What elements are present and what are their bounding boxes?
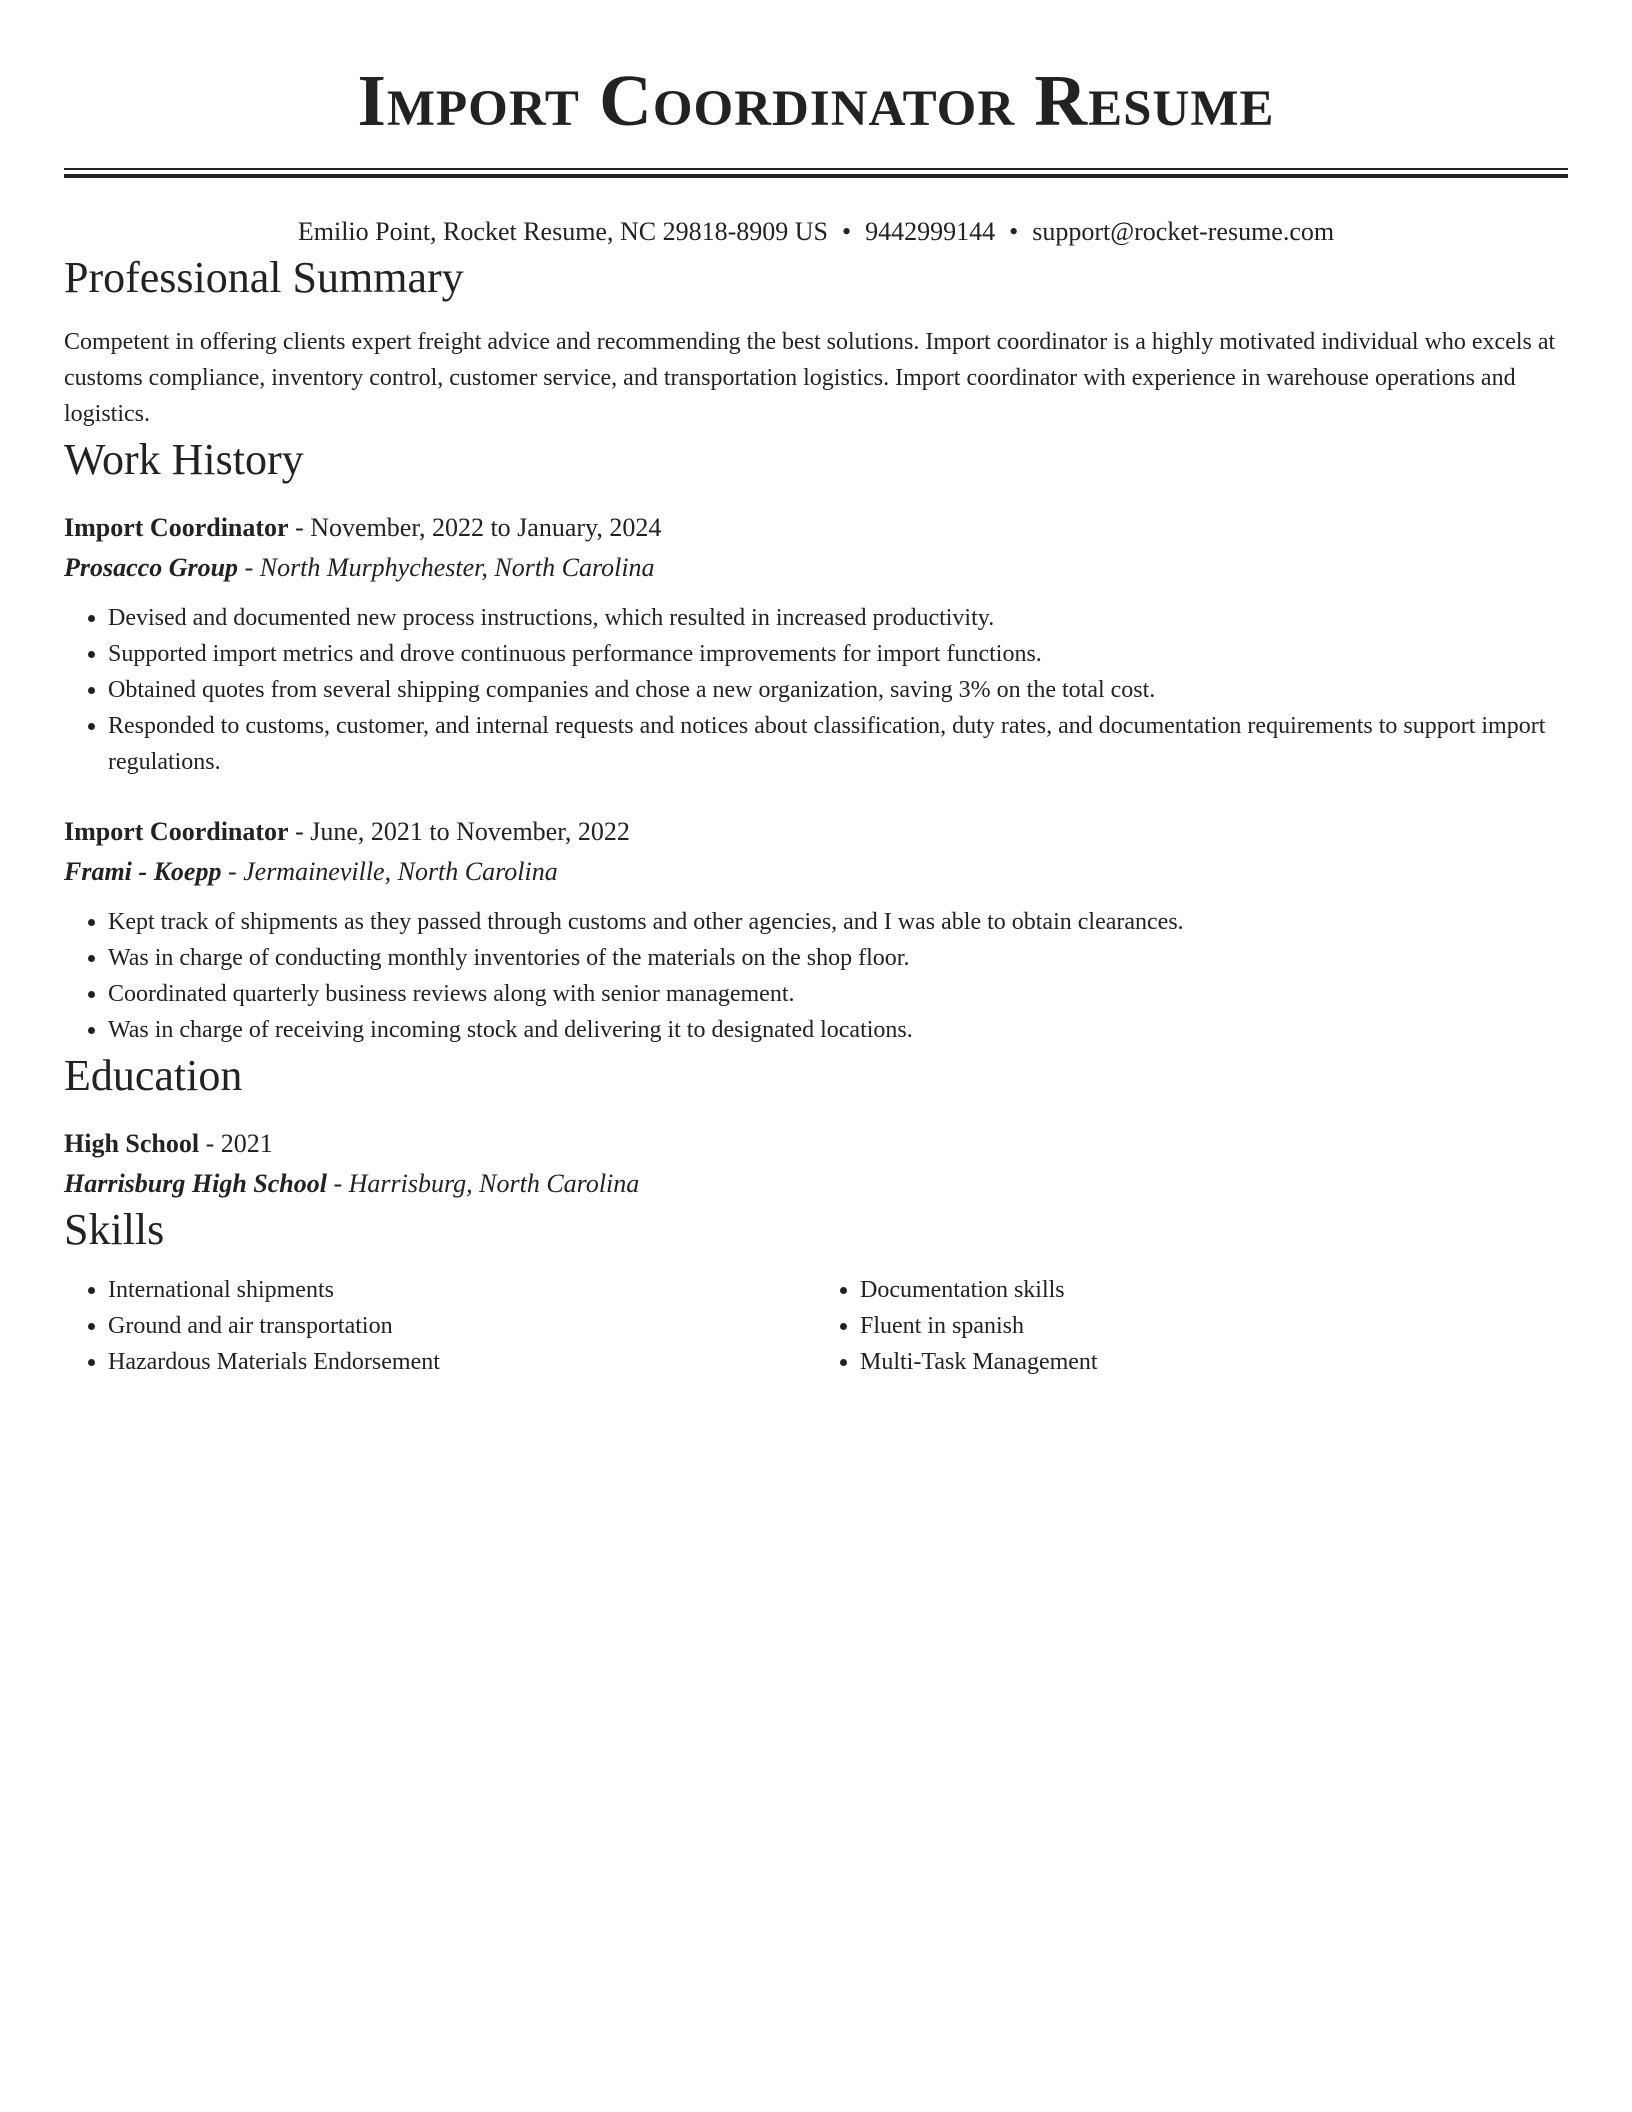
job-company-line [64, 550, 1568, 586]
job-location: - Jermaineville, North Carolina [221, 857, 558, 886]
job-bullet: • Was in charge of receiving incoming stock and delivering it to designated locations. [108, 1012, 1568, 1048]
job-bullet: • Coordinated quarterly business reviews along with senior management. [108, 976, 1568, 1012]
skill-item: • Multi-Task Management [860, 1344, 1568, 1380]
job-title-line [64, 814, 1568, 850]
education-degree-line [64, 1126, 1568, 1162]
contact-separator: • [841, 217, 852, 246]
job-role: Import Coordinator [64, 817, 289, 846]
job-company: Frami - Koepp [64, 857, 222, 886]
contact-line [64, 214, 1568, 250]
education-location: - Harrisburg, North Carolina [326, 1169, 640, 1198]
job-bullet: • Supported import metrics and drove continuous performance improvements for import functions. [108, 636, 1568, 672]
education-school: Harrisburg High School [64, 1169, 327, 1198]
education-degree: High School [64, 1129, 200, 1158]
job-bullet: • Obtained quotes from several shipping companies and chose a new organization, saving 3% on the total cost. [108, 672, 1568, 708]
job-company-line [64, 854, 1568, 890]
skill-item: • Fluent in spanish [860, 1308, 1568, 1344]
job-bullet-list [64, 904, 1568, 1048]
contact-separator: • [1009, 217, 1019, 246]
skill-item: • Ground and air transportation [108, 1308, 816, 1344]
job-company: Prosacco Group [64, 553, 239, 582]
job-bullet: • Responded to customs, customer, and internal requests and notices about classification, duty rates, and documentation requirements to support import regulations. [108, 708, 1568, 780]
skills-list-right [816, 1272, 1568, 1380]
job-title-line [64, 510, 1568, 546]
education-entry [64, 1126, 1568, 1202]
work-history-heading: Work History [64, 435, 304, 484]
summary-text: Competent in offering clients expert freight advice and recommending the best solutions. Import coordinator is a highly motivated individual who excels at customs compliance, inventory control, customer service, and transportation logistics. Import coordinator with experience in warehouse operations and logistics. [64, 329, 1556, 427]
skill-item: • Documentation skills [860, 1272, 1568, 1308]
job-role: Import Coordinator [64, 513, 289, 542]
skills-heading: Skills [64, 1205, 165, 1254]
contact-address: Emilio Point, Rocket Resume, NC 29818-8909 US [297, 217, 828, 246]
resume-title: Import Coordinator Resume [357, 60, 1275, 141]
job-bullet: • Devised and documented new process instructions, which resulted in increased productivity. [108, 600, 1568, 636]
title-divider [64, 168, 1568, 178]
education-school-line [64, 1166, 1568, 1202]
job-dates: - June, 2021 to November, 2022 [288, 817, 630, 846]
job-location: - North Murphychester, North Carolina [238, 553, 655, 582]
job-entry [64, 814, 1568, 1048]
job-dates: - November, 2022 to January, 2024 [288, 513, 662, 542]
skills-grid [64, 1272, 1568, 1380]
summary-heading: Professional Summary [64, 253, 464, 302]
job-bullet: • Was in charge of conducting monthly inventories of the materials on the shop floor. [108, 940, 1568, 976]
job-entry [64, 510, 1568, 780]
contact-phone: 9442999144 [865, 217, 996, 246]
skill-item: • Hazardous Materials Endorsement [108, 1344, 816, 1380]
job-bullet: • Kept track of shipments as they passed through customs and other agencies, and I was able to obtain clearances. [108, 904, 1568, 940]
education-year: - 2021 [199, 1129, 273, 1158]
education-heading: Education [64, 1051, 243, 1100]
contact-email: support@rocket-resume.com [1032, 217, 1335, 246]
skill-item: • International shipments [108, 1272, 816, 1308]
job-bullet-list [64, 600, 1568, 780]
skills-list-left [64, 1272, 816, 1380]
